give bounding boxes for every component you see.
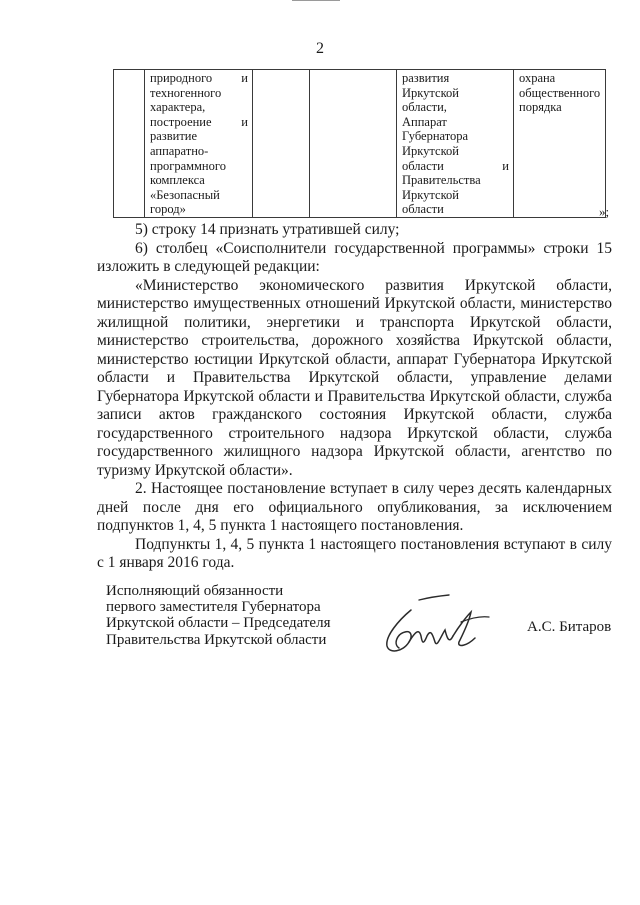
table-cell-executors: [397, 70, 514, 218]
paragraph-item-5: 5) строку 14 признать утратившей силу;: [135, 221, 400, 238]
cell-line: Иркутской: [402, 85, 459, 100]
page-number: 2: [316, 40, 324, 57]
signatory-name: А.С. Битаров: [527, 619, 612, 635]
signatory-position: [106, 583, 330, 648]
handwritten-signature: [375, 590, 495, 660]
table-cell-goal: [514, 70, 606, 218]
position-line: Исполняющий обязанности: [106, 583, 284, 599]
table-row: [114, 70, 606, 218]
paragraph-coexecutors: «Министерство экономического развития Иркутской области, министерство имущественных отношений Иркутской области, министерство жилищной политики, энергетики и транспорта Иркутской области, министерство строительства, дорожного хозяйства Иркутской области, министерство юстиции Иркутской области, аппарат Губернатора Иркутской области и Правительства Иркутской области, управление делами Губернатора Иркутской области и Правительства Иркутской области, служба записи актов гражданского состояния Иркутской области, служба государственного строительного надзора Иркутской области, служба государственного жилищного надзора Иркутской области, агентство по туризму Иркутской области».: [97, 276, 612, 479]
table-cell-empty: [253, 70, 310, 218]
table-closing-quote: »;: [599, 204, 610, 219]
cell-line: программного: [150, 158, 226, 173]
cell-line: аппаратно-: [150, 143, 209, 158]
cell-line: «Безопасный: [150, 187, 220, 202]
cell-line: порядка: [519, 100, 562, 115]
cell-line: техногенного: [150, 85, 222, 100]
cell-line: Губернатора: [402, 129, 469, 144]
document-body: [97, 221, 612, 573]
position-line: первого заместителя Губернатора: [106, 599, 321, 616]
cell-line: области и: [402, 158, 509, 173]
cell-line: Аппарат: [402, 114, 447, 129]
cell-line: Иркутской: [402, 187, 459, 202]
paragraph-subitems-date: Подпункты 1, 4, 5 пункта 1 настоящего постановления вступают в силу с 1 января 2016 года.: [97, 535, 612, 571]
cell-line: Иркутской: [402, 143, 459, 158]
cell-line: природного и: [150, 71, 248, 85]
table-cell-number: [114, 70, 145, 218]
cell-line: комплекса: [150, 173, 205, 188]
cell-line: охрана: [519, 71, 556, 85]
cell-line: области,: [402, 100, 447, 115]
cell-line: развития: [402, 71, 450, 85]
cell-line: области: [402, 202, 444, 217]
cell-line: Правительства: [402, 173, 481, 188]
position-line: Иркутской области – Председателя: [106, 615, 331, 632]
paragraph-effective-date: 2. Настоящее постановление вступает в силу через десять календарных дней после дня его официального опубликования, за исключением подпунктов 1, 4, 5 пункта 1 настоящего постановления.: [97, 480, 612, 534]
cell-line: характера,: [150, 100, 206, 115]
continuation-table: [113, 69, 606, 218]
cell-line: общественного: [519, 85, 601, 100]
position-line: Правительства Иркутской области: [106, 631, 327, 648]
table-cell-empty: [310, 70, 397, 218]
top-scan-mark: [292, 0, 340, 3]
cell-line: построение и: [150, 114, 248, 129]
paragraph-item-6: 6) столбец «Соисполнители государственной программы» строки 15 изложить в следующей редакции:: [97, 239, 612, 275]
cell-line: город»: [150, 202, 186, 217]
cell-line: развитие: [150, 129, 198, 144]
table-cell-measure: [145, 70, 253, 218]
